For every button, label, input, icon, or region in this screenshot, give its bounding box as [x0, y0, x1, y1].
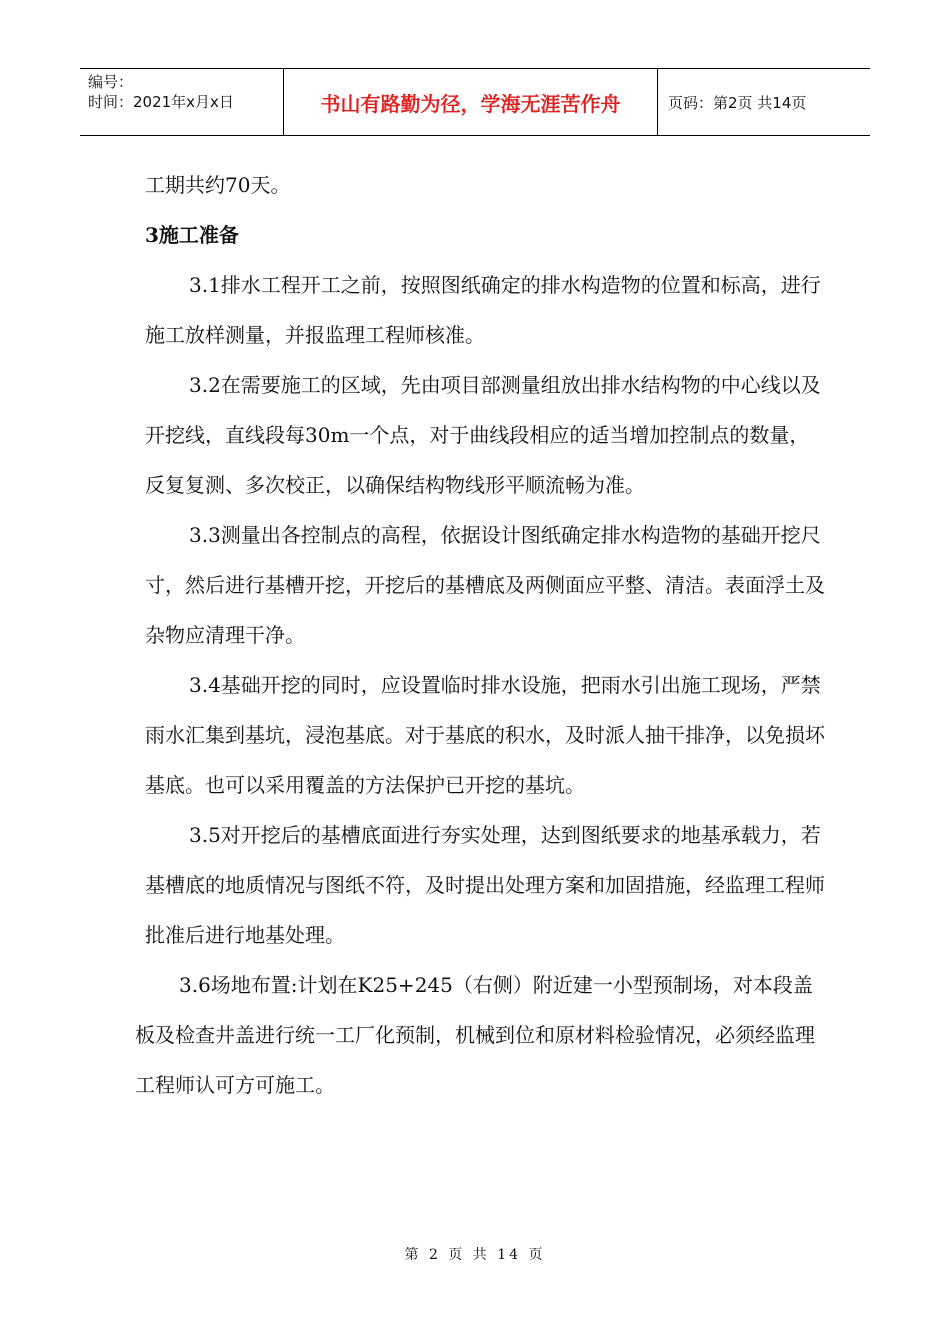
section-heading: 3施工准备 — [145, 223, 239, 247]
document-time-label: 时间：2021年x月x日 — [88, 93, 234, 111]
paragraph-duration: 工期共约70天。 — [145, 173, 291, 197]
header-motto: 书山有路勤为径，学海无涯苦作舟 — [283, 69, 658, 135]
page-footer: 第 2 页 共 14 页 — [404, 1247, 546, 1263]
document-number-label: 编号： — [88, 73, 134, 91]
paragraph-3-3: 3.3测量出各控制点的高程，依据设计图纸确定排水构造物的基础开挖尺寸，然后进行基槽开挖，开挖后的基槽底及两侧面应平整、清洁。表面浮土及杂物应清理干净。 — [145, 523, 825, 647]
document-body — [135, 160, 825, 1110]
paragraph-3-1: 3.1排水工程开工之前，按照图纸确定的排水构造物的位置和标高，进行施工放样测量，并报监理工程师核准。 — [145, 273, 821, 347]
paragraph-3-4: 3.4基础开挖的同时，应设置临时排水设施，把雨水引出施工现场，严禁雨水汇集到基坑，浸泡基底。对于基底的积水，及时派人抽干排净，以免损坏基底。也可以采用覆盖的方法保护已开挖的基坑。 — [145, 673, 825, 797]
page-header — [80, 68, 870, 136]
header-meta — [80, 69, 283, 135]
paragraph-3-5: 3.5对开挖后的基槽底面进行夯实处理，达到图纸要求的地基承载力，若基槽底的地质情况与图纸不符，及时提出处理方案和加固措施，经监理工程师批准后进行地基处理。 — [145, 823, 825, 947]
paragraph-3-2: 3.2在需要施工的区域，先由项目部测量组放出排水结构物的中心线以及开挖线，直线段每30m一个点，对于曲线段相应的适当增加控制点的数量，反复复测、多次校正，以确保结构物线形平顺流畅为准。 — [145, 373, 821, 497]
paragraph-3-6: 3.6场地布置:计划在K25+245（右侧）附近建一小型预制场，对本段盖板及检查井盖进行统一工厂化预制，机械到位和原材料检验情况，必须经监理工程师认可方可施工。 — [135, 973, 815, 1097]
header-page-info: 页码：第2页 共14页 — [668, 93, 807, 112]
